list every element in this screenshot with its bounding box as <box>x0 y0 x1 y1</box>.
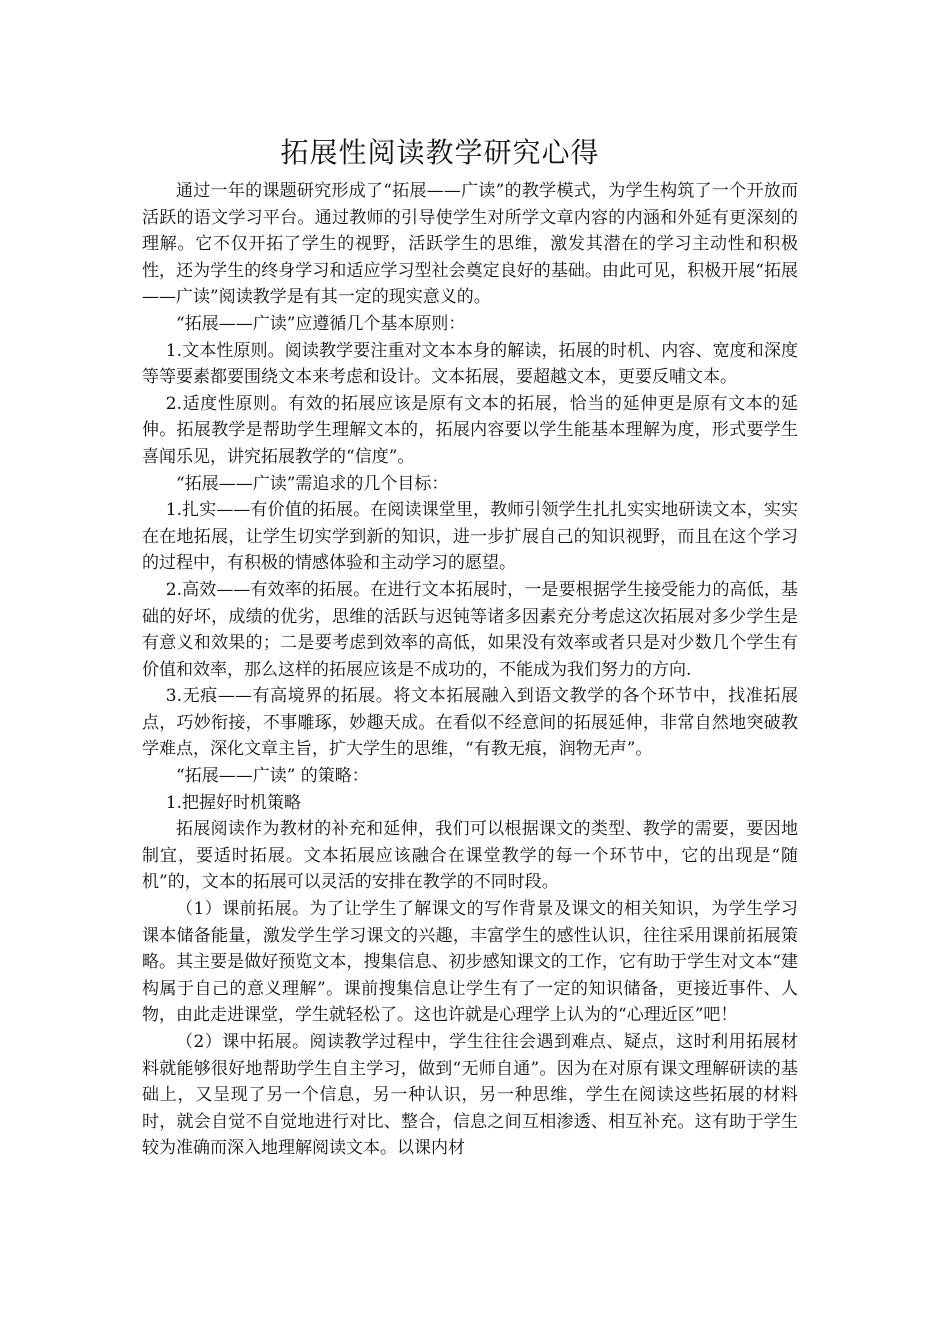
paragraph-in-class: （2）课中拓展。阅读教学过程中，学生往往会遇到难点、疑点，这时利用拓展材料就能够很好地帮助学生自主学习，做到“无师自通”。因为在对原有课文理解研读的基础上，又呈现了另一个信息，另一种认识，另一种思维，学生在阅读这些拓展的材料时，就会自觉不自觉地进行对比、整合，信息之间互相渗透、相互补充。这有助于学生较为准确而深入地理解阅读文本。以课内材 <box>142 1032 798 1159</box>
document-body <box>142 178 798 1162</box>
paragraph-principle-1: 1.文本性原则。阅读教学要注重对文本本身的解读，拓展的时机、内容、宽度和深度等等要素都要围绕文本来考虑和设计。文本拓展，要超越文本，更要反哺文本。 <box>142 340 798 388</box>
heading-strategies: “拓展——广读” 的策略： <box>176 766 369 787</box>
paragraph-goal-2: 2.高效——有效率的拓展。在进行文本拓展时，一是要根据学生接受能力的高低，基础的好坏，成绩的优劣，思维的活跃与迟钝等诸多因素充分考虑这次拓展对多少学生是有意义和效果的；二是要考虑到效率的高低，如果没有效率或者只是对少数几个学生有价值和效率，那么这样的拓展应该是不成功的，不能成为我们努力的方向. <box>142 579 798 680</box>
heading-strategy-1: 1.把握好时机策略 <box>165 792 302 813</box>
paragraph-goal-1: 1.扎实——有价值的拓展。在阅读课堂里，教师引领学生扎扎实实地研读文本，实实在在地拓展，让学生切实学到新的知识，进一步扩展自己的知识视野，而且在这个学习的过程中，有积极的情感体验和主动学习的愿望。 <box>142 500 798 574</box>
paragraph-goal-3: 3.无痕——有高境界的拓展。将文本拓展融入到语文教学的各个环节中，找准拓展点，巧妙衔接，不事雕琢，妙趣天成。在看似不经意间的拓展延伸，非常自然地突破教学难点，深化文章主旨，扩大学生的思维，“有教无痕，润物无声”。 <box>142 686 798 760</box>
paragraph-pre-class: （1）课前拓展。为了让学生了解课文的写作背景及课文的相关知识，为学生学习课本储备能量，激发学生学习课文的兴趣，丰富学生的感性认识，往往采用课前拓展策略。其主要是做好预览文本，搜集信息、初步感知课文的工作，它有助于学生对文本“建构属于自己的意义理解”。课前搜集信息让学生有了一定的知识储备，更接近事件、人物，由此走进课堂，学生就轻松了。这也许就是心理学上认为的“心理近区”吧！ <box>142 899 798 1026</box>
paragraph-principle-2: 2.适度性原则。有效的拓展应该是原有文本的拓展，恰当的延伸更是原有文本的延伸。拓展教学是帮助学生理解文本的，拓展内容要以学生能基本理解为度，形式要学生喜闻乐见，讲究拓展教学的“信度”。 <box>142 393 798 467</box>
heading-goals: “拓展——广读”需追求的几个目标： <box>176 473 449 494</box>
paragraph-strategy-1: 拓展阅读作为教材的补充和延伸，我们可以根据课文的类型、教学的需要，要因地制宜，要适时拓展。文本拓展应该融合在课堂教学的每一个环节中，它的出现是“随机”的，文本的拓展可以灵活的安排在教学的不同时段。 <box>142 819 798 893</box>
document-title: 拓展性阅读教学研究心得 <box>280 136 600 169</box>
paragraph-intro: 通过一年的课题研究形成了“拓展——广读”的教学模式，为学生构筑了一个开放而活跃的语文学习平台。通过教师的引导使学生对所学文章内容的内涵和外延有更深刻的理解。它不仅开拓了学生的视野，活跃学生的思维，激发其潜在的学习主动性和积极性，还为学生的终身学习和适应学习型社会奠定良好的基础。由此可见，积极开展“拓展——广读”阅读教学是有其一定的现实意义的。 <box>142 181 798 308</box>
heading-principles: “拓展——广读”应遵循几个基本原则： <box>176 313 466 334</box>
